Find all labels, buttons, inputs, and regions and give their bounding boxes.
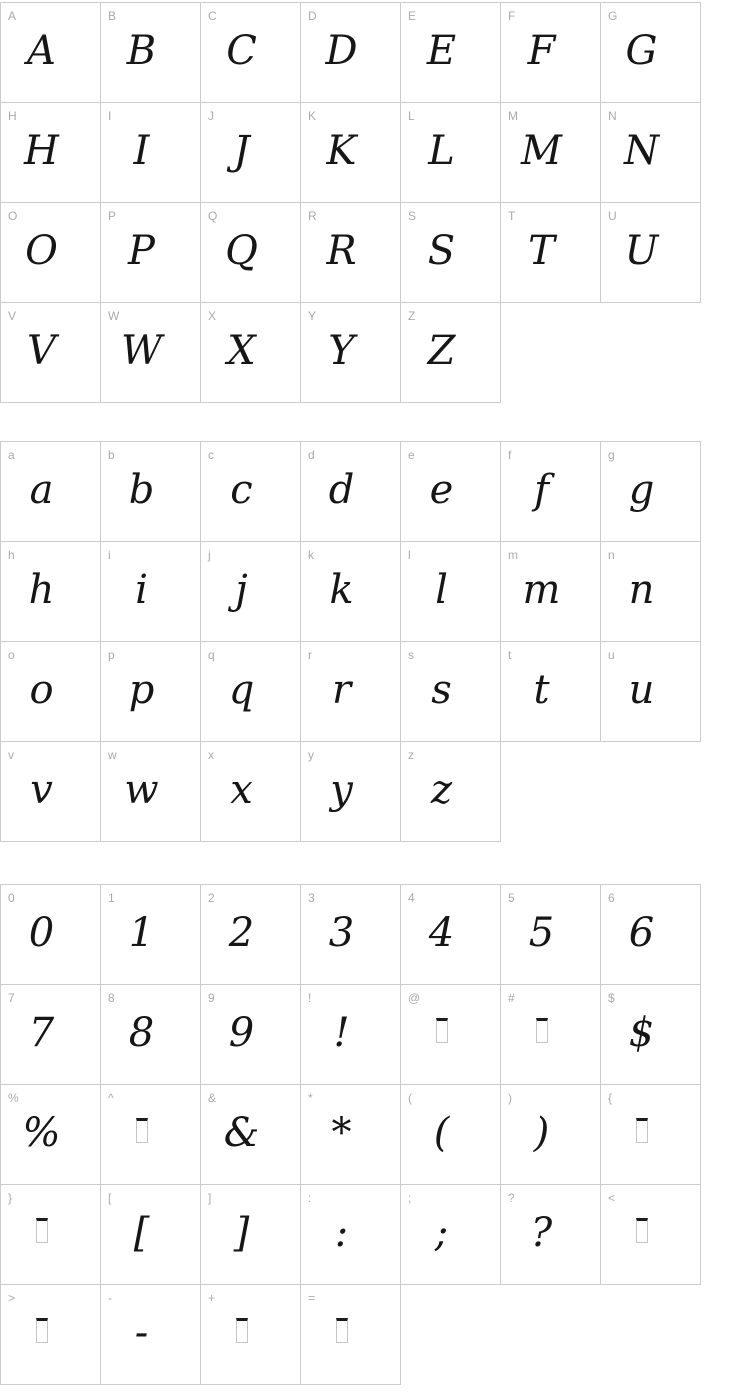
glyph: q xyxy=(228,667,255,713)
glyph-row xyxy=(1,1185,701,1285)
glyph: r xyxy=(331,667,352,713)
glyph: 3 xyxy=(328,910,355,956)
glyph-row xyxy=(1,1085,701,1185)
glyph-cell xyxy=(101,103,201,203)
glyph: Q xyxy=(225,228,258,274)
glyph-cell xyxy=(601,1185,701,1285)
glyph-cell xyxy=(501,542,601,642)
glyph-area xyxy=(1,1185,100,1284)
glyph-area xyxy=(501,985,600,1084)
glyph-cell xyxy=(101,1185,201,1285)
missing-glyph-box xyxy=(136,1118,148,1143)
cell-character-label: 5 xyxy=(508,891,515,905)
glyph: 6 xyxy=(628,910,655,956)
cell-character-label: s xyxy=(408,648,414,662)
glyph: ! xyxy=(333,1010,350,1056)
glyph: O xyxy=(25,228,58,274)
glyph: v xyxy=(30,767,53,813)
cell-character-label: Z xyxy=(408,309,416,323)
glyph-cell xyxy=(201,1085,301,1185)
glyph-cell xyxy=(201,542,301,642)
cell-character-label: } xyxy=(8,1191,13,1205)
glyph: i xyxy=(135,567,148,613)
glyph-cell xyxy=(201,1285,301,1385)
glyph: : xyxy=(334,1210,349,1256)
cell-character-label: O xyxy=(8,209,18,223)
cell-character-label: n xyxy=(608,548,615,562)
glyph-row xyxy=(1,885,701,985)
cell-character-label: + xyxy=(208,1291,216,1305)
glyph: f xyxy=(534,467,549,513)
glyph: & xyxy=(223,1110,260,1156)
glyph-cell xyxy=(401,303,501,403)
cell-character-label: V xyxy=(8,309,17,323)
glyph-cell xyxy=(1,103,101,203)
glyph: 7 xyxy=(28,1010,55,1056)
cell-character-label: 9 xyxy=(208,991,215,1005)
glyph: * xyxy=(331,1110,352,1156)
glyph-cell xyxy=(1,442,101,542)
glyph-cell xyxy=(401,742,501,842)
glyph-cell xyxy=(401,1185,501,1285)
glyph: y xyxy=(330,767,353,813)
glyph: S xyxy=(427,228,456,274)
glyph-cell xyxy=(401,542,501,642)
glyph: E xyxy=(426,28,457,74)
glyph: a xyxy=(29,467,54,513)
glyph-cell xyxy=(301,985,401,1085)
glyph: o xyxy=(29,667,54,713)
glyph-cell xyxy=(301,542,401,642)
glyph: h xyxy=(28,567,55,613)
uppercase-glyph-grid xyxy=(0,2,701,403)
cell-character-label: I xyxy=(108,109,112,123)
glyph: j xyxy=(235,567,248,613)
cell-character-label: H xyxy=(8,109,17,123)
glyph-cell xyxy=(201,303,301,403)
glyph-cell xyxy=(401,442,501,542)
cell-character-label: ] xyxy=(208,1191,212,1205)
glyph-cell xyxy=(501,642,601,742)
glyph-cell xyxy=(201,1185,301,1285)
glyph-cell xyxy=(301,203,401,303)
glyph: ; xyxy=(434,1210,449,1256)
glyph-cell xyxy=(401,885,501,985)
glyph-cell xyxy=(501,3,601,103)
glyph-cell xyxy=(201,742,301,842)
glyph-cell xyxy=(301,742,401,842)
glyph-cell xyxy=(201,885,301,985)
glyph-cell xyxy=(601,203,701,303)
glyph: b xyxy=(128,467,155,513)
cell-character-label: R xyxy=(308,209,317,223)
cell-character-label: 0 xyxy=(8,891,15,905)
cell-character-label: U xyxy=(608,209,617,223)
glyph-cell xyxy=(1,742,101,842)
cell-character-label: 7 xyxy=(8,991,15,1005)
glyph-cell xyxy=(301,1185,401,1285)
missing-glyph-box xyxy=(536,1018,548,1043)
glyph: V xyxy=(27,328,56,374)
glyph-cell xyxy=(301,3,401,103)
glyph-cell xyxy=(501,1185,601,1285)
cell-character-label: D xyxy=(308,9,317,23)
cell-character-label: L xyxy=(408,109,415,123)
glyph-cell xyxy=(501,885,601,985)
glyph-cell xyxy=(1,303,101,403)
glyph-cell xyxy=(101,542,201,642)
cell-character-label: v xyxy=(8,748,14,762)
glyph: % xyxy=(22,1110,61,1156)
glyph: ) xyxy=(533,1110,550,1156)
glyph-cell xyxy=(101,1085,201,1185)
glyph: l xyxy=(435,567,448,613)
glyph: U xyxy=(624,228,659,274)
glyph: P xyxy=(128,228,155,274)
cell-character-label: 4 xyxy=(408,891,415,905)
glyph: 9 xyxy=(228,1010,255,1056)
glyph-area xyxy=(301,1285,400,1384)
cell-character-label: y xyxy=(308,748,314,762)
cell-character-label: B xyxy=(108,9,117,23)
glyph-cell xyxy=(501,985,601,1085)
glyph: g xyxy=(628,467,655,513)
glyph: [ xyxy=(133,1210,150,1256)
glyph-row xyxy=(1,303,701,403)
glyph-cell xyxy=(401,203,501,303)
glyph-cell xyxy=(401,985,501,1085)
glyph-row xyxy=(1,442,701,542)
cell-character-label: g xyxy=(608,448,615,462)
glyph-cell xyxy=(101,203,201,303)
glyph-row xyxy=(1,1285,701,1385)
glyph-cell xyxy=(1,885,101,985)
cell-character-label: - xyxy=(108,1291,112,1305)
glyph: A xyxy=(27,28,56,74)
glyph-cell xyxy=(1,1185,101,1285)
glyph: B xyxy=(126,28,157,74)
glyph-cell xyxy=(601,642,701,742)
glyph-cell xyxy=(301,1285,401,1385)
glyph: M xyxy=(521,128,562,174)
glyph: T xyxy=(528,228,555,274)
cell-character-label: ( xyxy=(408,1091,412,1105)
glyph-row xyxy=(1,642,701,742)
glyph-row xyxy=(1,985,701,1085)
cell-character-label: f xyxy=(508,448,512,462)
cell-character-label: b xyxy=(108,448,115,462)
cell-character-label: p xyxy=(108,648,115,662)
digits-symbols-glyph-grid xyxy=(0,884,701,1385)
cell-character-label: z xyxy=(408,748,414,762)
glyph-cell xyxy=(401,642,501,742)
glyph: 4 xyxy=(428,910,455,956)
glyph: $ xyxy=(628,1010,655,1056)
glyph-row xyxy=(1,3,701,103)
cell-character-label: < xyxy=(608,1191,616,1205)
cell-character-label: @ xyxy=(408,991,421,1005)
glyph: H xyxy=(24,128,59,174)
glyph: n xyxy=(628,567,655,613)
cell-character-label: Q xyxy=(208,209,218,223)
cell-character-label: 8 xyxy=(108,991,115,1005)
cell-character-label: 6 xyxy=(608,891,615,905)
glyph: ( xyxy=(433,1110,450,1156)
glyph-cell xyxy=(401,3,501,103)
glyph-area xyxy=(601,1085,700,1184)
cell-character-label: ^ xyxy=(108,1091,114,1105)
glyph-cell xyxy=(401,1085,501,1185)
glyph-cell xyxy=(301,303,401,403)
glyph-cell xyxy=(101,1285,201,1385)
glyph: W xyxy=(120,328,163,374)
lowercase-glyph-grid xyxy=(0,441,701,842)
cell-character-label: $ xyxy=(608,991,615,1005)
cell-character-label: Y xyxy=(308,309,317,323)
cell-character-label: P xyxy=(108,209,117,223)
glyph-cell xyxy=(201,442,301,542)
glyph-cell xyxy=(601,542,701,642)
glyph-cell xyxy=(601,3,701,103)
glyph-cell xyxy=(601,885,701,985)
glyph-cell xyxy=(601,103,701,203)
cell-character-label: ? xyxy=(508,1191,515,1205)
cell-character-label: 2 xyxy=(208,891,215,905)
glyph: s xyxy=(431,667,452,713)
glyph: N xyxy=(624,128,659,174)
cell-character-label: t xyxy=(508,648,512,662)
glyph: c xyxy=(230,467,253,513)
cell-character-label: d xyxy=(308,448,315,462)
cell-character-label: l xyxy=(408,548,411,562)
glyph-cell xyxy=(1,3,101,103)
glyph: Y xyxy=(328,328,355,374)
cell-character-label: # xyxy=(508,991,515,1005)
cell-character-label: E xyxy=(408,9,417,23)
glyph: z xyxy=(430,767,453,813)
cell-character-label: [ xyxy=(108,1191,112,1205)
cell-character-label: S xyxy=(408,209,417,223)
cell-character-label: : xyxy=(308,1191,312,1205)
glyph-cell xyxy=(301,885,401,985)
cell-character-label: > xyxy=(8,1291,16,1305)
glyph-area xyxy=(201,1285,300,1384)
cell-character-label: ; xyxy=(408,1191,412,1205)
cell-character-label: e xyxy=(408,448,415,462)
glyph: C xyxy=(226,28,257,74)
cell-character-label: F xyxy=(508,9,516,23)
glyph-cell xyxy=(101,303,201,403)
glyph-area xyxy=(1,1285,100,1384)
glyph-row xyxy=(1,103,701,203)
glyph: - xyxy=(134,1310,149,1356)
glyph: X xyxy=(227,328,256,374)
glyph-cell xyxy=(1,985,101,1085)
glyph-row xyxy=(1,203,701,303)
cell-character-label: J xyxy=(208,109,214,123)
glyph-cell xyxy=(601,985,701,1085)
cell-character-label: w xyxy=(108,748,117,762)
cell-character-label: A xyxy=(8,9,17,23)
cell-character-label: 3 xyxy=(308,891,315,905)
glyph: 1 xyxy=(128,910,155,956)
cell-character-label: X xyxy=(208,309,217,323)
glyph: ? xyxy=(530,1210,553,1256)
missing-glyph-box xyxy=(636,1118,648,1143)
cell-character-label: c xyxy=(208,448,214,462)
cell-character-label: * xyxy=(308,1091,313,1105)
glyph-cell xyxy=(1,1285,101,1385)
glyph: d xyxy=(328,467,355,513)
cell-character-label: i xyxy=(108,548,111,562)
cell-character-label: M xyxy=(508,109,518,123)
glyph-cell xyxy=(101,642,201,742)
glyph: 8 xyxy=(128,1010,155,1056)
glyph: G xyxy=(625,28,658,74)
glyph: L xyxy=(428,128,455,174)
glyph: D xyxy=(325,28,358,74)
glyph: u xyxy=(628,667,655,713)
glyph: x xyxy=(230,767,253,813)
glyph: 2 xyxy=(228,910,255,956)
glyph-area xyxy=(101,1085,200,1184)
glyph: m xyxy=(522,567,561,613)
glyph-cell xyxy=(501,1085,601,1185)
cell-character-label: = xyxy=(308,1291,316,1305)
glyph-cell xyxy=(201,985,301,1085)
glyph: Z xyxy=(427,328,456,374)
glyph-cell xyxy=(301,642,401,742)
cell-character-label: { xyxy=(608,1091,613,1105)
cell-character-label: k xyxy=(308,548,314,562)
cell-character-label: h xyxy=(8,548,15,562)
glyph-cell xyxy=(601,1085,701,1185)
cell-character-label: ! xyxy=(308,991,312,1005)
glyph-cell xyxy=(101,3,201,103)
cell-character-label: W xyxy=(108,309,120,323)
glyph: k xyxy=(329,567,354,613)
glyph-cell xyxy=(301,442,401,542)
cell-character-label: N xyxy=(608,109,617,123)
glyph-cell xyxy=(501,203,601,303)
cell-character-label: a xyxy=(8,448,15,462)
cell-character-label: T xyxy=(508,209,516,223)
glyph-cell xyxy=(601,442,701,542)
glyph-row xyxy=(1,542,701,642)
cell-character-label: m xyxy=(508,548,518,562)
cell-character-label: j xyxy=(208,548,211,562)
glyph: t xyxy=(533,667,550,713)
glyph: ] xyxy=(233,1210,250,1256)
cell-character-label: G xyxy=(608,9,618,23)
missing-glyph-box xyxy=(236,1318,248,1343)
glyph: 5 xyxy=(528,910,555,956)
glyph-cell xyxy=(1,1085,101,1185)
glyph-cell xyxy=(101,742,201,842)
cell-character-label: u xyxy=(608,648,615,662)
glyph: K xyxy=(326,128,357,174)
glyph-area xyxy=(601,1185,700,1284)
glyph-cell xyxy=(1,203,101,303)
missing-glyph-box xyxy=(36,1218,48,1243)
cell-character-label: % xyxy=(8,1091,19,1105)
glyph: J xyxy=(233,128,250,174)
glyph: F xyxy=(527,28,556,74)
glyph-cell xyxy=(301,1085,401,1185)
missing-glyph-box xyxy=(436,1018,448,1043)
cell-character-label: & xyxy=(208,1091,217,1105)
cell-character-label: q xyxy=(208,648,215,662)
glyph: I xyxy=(133,128,150,174)
glyph-cell xyxy=(101,885,201,985)
glyph-cell xyxy=(1,542,101,642)
glyph-cell xyxy=(101,985,201,1085)
glyph-cell xyxy=(101,442,201,542)
glyph-cell xyxy=(201,642,301,742)
glyph-row xyxy=(1,742,701,842)
glyph-cell xyxy=(1,642,101,742)
cell-character-label: r xyxy=(308,648,312,662)
glyph-cell xyxy=(501,442,601,542)
missing-glyph-box xyxy=(636,1218,648,1243)
glyph: e xyxy=(429,467,454,513)
glyph-cell xyxy=(201,3,301,103)
missing-glyph-box xyxy=(36,1318,48,1343)
cell-character-label: C xyxy=(208,9,217,23)
cell-character-label: x xyxy=(208,748,214,762)
glyph-cell xyxy=(201,103,301,203)
glyph: 0 xyxy=(28,910,55,956)
glyph-cell xyxy=(201,203,301,303)
cell-character-label: K xyxy=(308,109,317,123)
glyph-cell xyxy=(301,103,401,203)
missing-glyph-box xyxy=(336,1318,348,1343)
glyph-cell xyxy=(401,103,501,203)
cell-character-label: ) xyxy=(508,1091,512,1105)
glyph-cell xyxy=(501,103,601,203)
cell-character-label: 1 xyxy=(108,891,115,905)
glyph: p xyxy=(128,667,155,713)
glyph: w xyxy=(124,767,159,813)
cell-character-label: o xyxy=(8,648,15,662)
glyph: R xyxy=(326,228,357,274)
